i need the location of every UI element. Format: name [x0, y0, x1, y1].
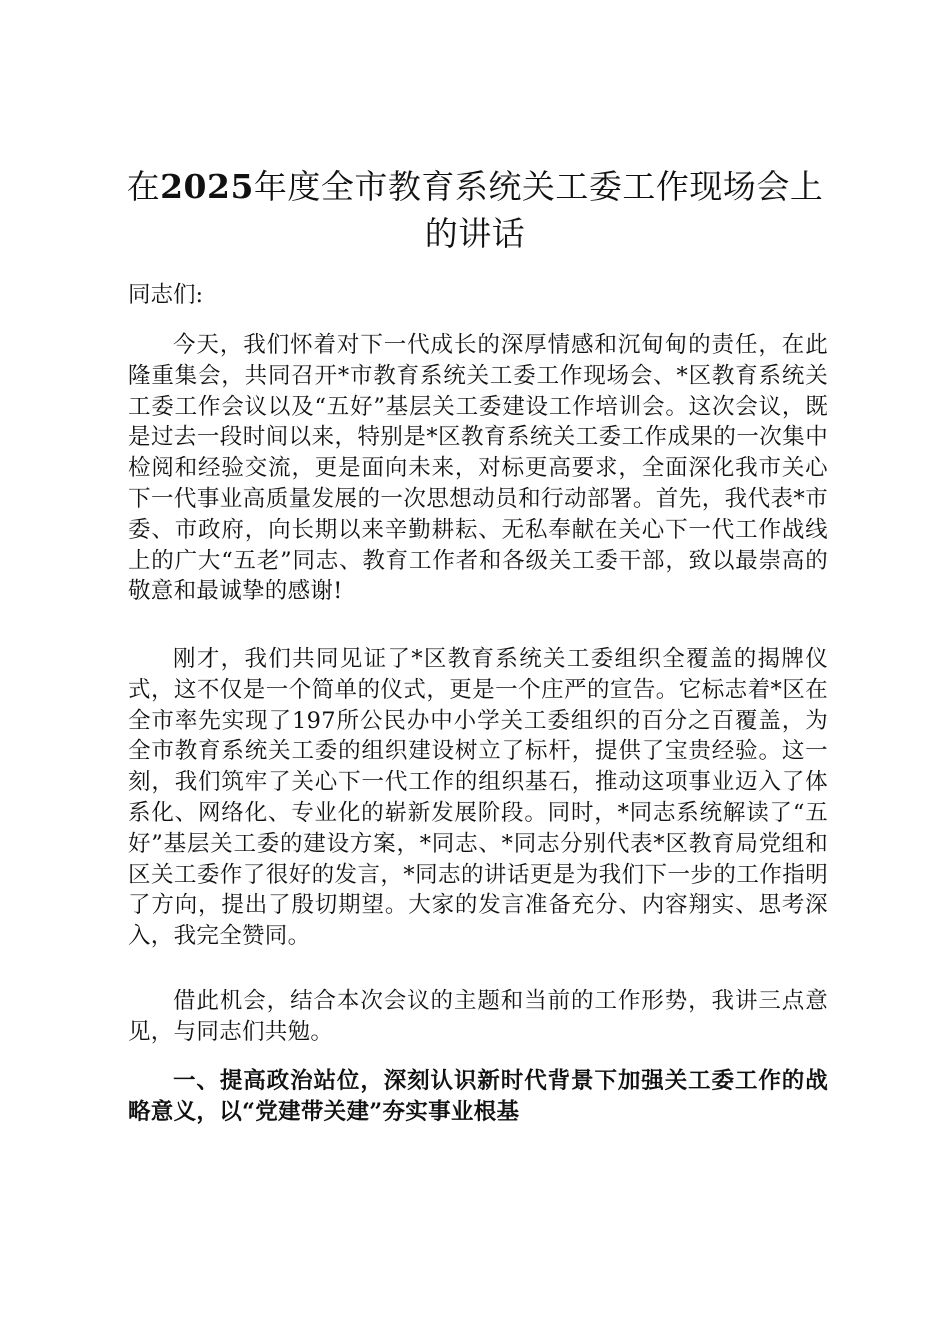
paragraph-three-points: 借此机会，结合本次会议的主题和当前的工作形势，我讲三点意见，与同志们共勉。: [128, 988, 828, 1045]
title-year: 2025: [160, 167, 254, 206]
document-title: [120, 163, 830, 257]
title-suffix: 年度全市教育系统关工委工作现场会上的讲话: [253, 167, 824, 253]
paragraph-opening: 今天，我们怀着对下一代成长的深厚情感和沉甸甸的责任，在此隆重集会，共同召开*市教育系统关工委工作现场会、*区教育系统关工委工作会议以及“五好”基层关工委建设工作培训会。这次会议，既是过去一段时间以来，特别是*区教育系统关工委工作成果的一次集中检阅和经验交流，更是面向未来，对标更高要求，全面深化我市关心下一代事业高质量发展的一次思想动员和行动部署。首先，我代表*市委、市政府，向长期以来辛勤耕耘、无私奉献在关心下一代工作战线上的广大“五老”同志、教育工作者和各级关工委干部，致以最崇高的敬意和最诚挚的感谢!: [128, 332, 828, 605]
paragraph-unveiling: 刚才，我们共同见证了*区教育系统关工委组织全覆盖的揭牌仪式，这不仅是一个简单的仪式，更是一个庄严的宣告。它标志着*区在全市率先实现了197所公民办中小学关工委组织的百分之百覆盖，为全市教育系统关工委的组织建设树立了标杆，提供了宝贵经验。这一刻，我们筑牢了关心下一代工作的组织基石，推动这项事业迈入了体系化、网络化、专业化的崭新发展阶段。同时，*同志系统解读了“五好”基层关工委的建设方案，*同志、*同志分别代表*区教育局党组和区关工委作了很好的发言，*同志的讲话更是为我们下一步的工作指明了方向，提出了殷切期望。大家的发言准备充分、内容翔实、思考深入，我完全赞同。: [128, 646, 828, 950]
title-prefix: 在: [126, 167, 161, 206]
section-heading-1: 一、提高政治站位，深刻认识新时代背景下加强关工委工作的战略意义，以“党建带关建”夯实事业根基: [128, 1068, 828, 1125]
greeting: 同志们:: [128, 282, 204, 308]
